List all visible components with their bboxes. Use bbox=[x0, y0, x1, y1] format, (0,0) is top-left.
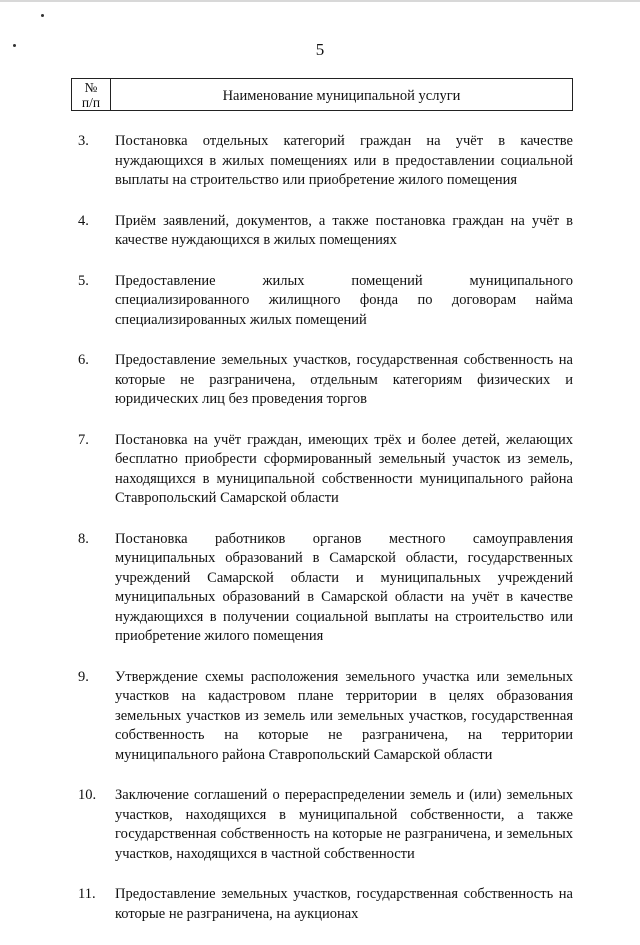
scan-speck bbox=[41, 14, 44, 17]
list-item bbox=[78, 431, 573, 509]
item-number: 4. bbox=[78, 212, 89, 229]
list-item bbox=[78, 786, 573, 864]
item-text: Заключение соглашений о перераспределении земель и (или) земельных участков, находящихся в муниципальной собственности, а также государственная собственность на которые не разграничена, и земельных участков, находящихся в частной собственности bbox=[115, 787, 573, 862]
list-item bbox=[78, 212, 573, 251]
item-text: Приём заявлений, документов, а также постановка граждан на учёт в качестве нуждающихся в жилых помещениях bbox=[115, 212, 573, 248]
item-number: 6. bbox=[78, 352, 89, 368]
item-number: 11. bbox=[78, 886, 96, 902]
item-text: Постановка отдельных категорий граждан на учёт в качестве нуждающихся в жилых помещениях или в предоставлении социальной выплаты на строительство или приобретение жилого помещения bbox=[115, 133, 573, 188]
item-text: Предоставление жилых помещений муниципального специализированного жилищного фонда по договорам найма специализированных жилых помещений bbox=[115, 272, 573, 328]
item-number: 10. bbox=[78, 787, 97, 803]
list-item bbox=[78, 668, 573, 766]
list-item bbox=[78, 351, 573, 410]
item-text: Постановка на учёт граждан, имеющих трёх и более детей, желающих бесплатно приобрести сформированный земельный участок из земель, находящихся в муниципальной собственности муниципального района Ставропольский Самарской области bbox=[115, 431, 573, 506]
item-text: Предоставление земельных участков, государственная собственность на которые не разграничена, на аукционах bbox=[115, 886, 573, 922]
number-abbrev: п/п bbox=[81, 94, 101, 110]
item-number: 3. bbox=[78, 133, 89, 149]
item-text: Предоставление земельных участков, государственная собственность на которые не разграничена, отдельным категориям физических и юридических лиц без проведения торгов bbox=[115, 352, 573, 407]
item-text: Постановка работников органов местного самоуправления муниципальных образований в Самарской области, государственных учреждений Самарской области и муниципальных учреждений муниципальных образований в Самарской области на учёт в качестве нуждающихся в получении социальной выплаты на строительство или приобретение жилого помещения bbox=[115, 530, 573, 644]
item-number: 9. bbox=[78, 668, 89, 685]
number-column-header bbox=[72, 79, 111, 110]
services-list bbox=[78, 132, 573, 945]
item-number: 7. bbox=[78, 431, 89, 448]
services-table-header bbox=[71, 78, 573, 111]
list-item bbox=[78, 132, 573, 191]
number-symbol: № bbox=[84, 79, 98, 95]
item-number: 8. bbox=[78, 530, 89, 547]
page-number: 5 bbox=[315, 40, 325, 59]
list-item bbox=[78, 272, 573, 331]
list-item bbox=[78, 530, 573, 647]
item-number: 5. bbox=[78, 272, 89, 289]
service-name-column-header: Наименование муниципальной услуги bbox=[222, 87, 461, 104]
item-text: Утверждение схемы расположения земельного участка или земельных участков на кадастровом плане территории в целях образования земельных участков из земель или земельных участков, государственная собственность на которые не разграничена, на территории муниципального района Ставропольский Самарской области bbox=[115, 668, 573, 763]
scan-edge bbox=[0, 0, 640, 2]
